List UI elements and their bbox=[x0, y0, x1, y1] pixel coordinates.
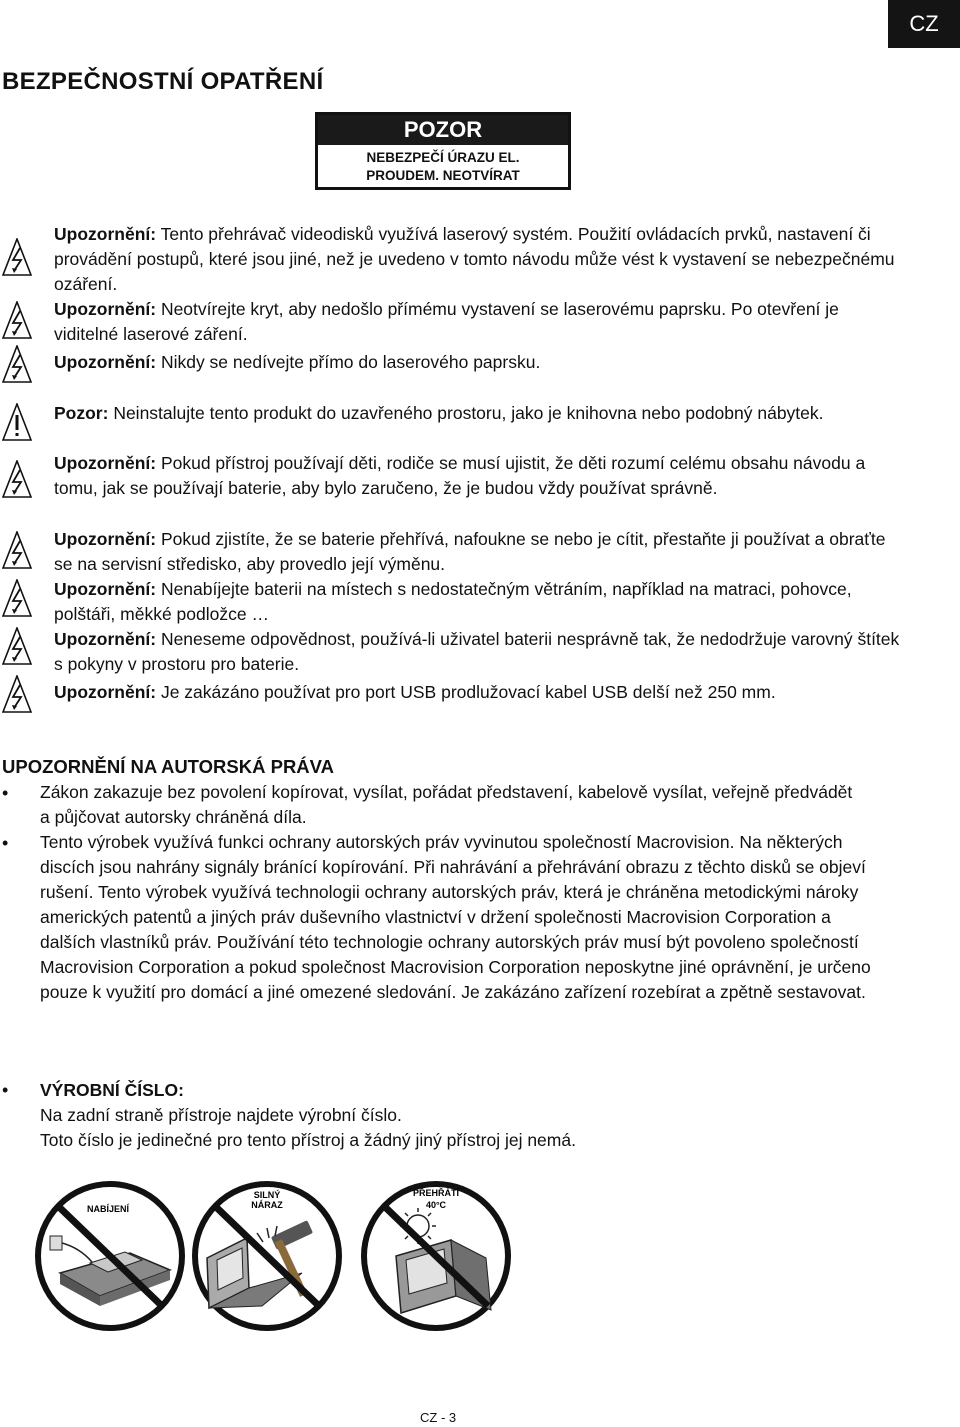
page-number: CZ - 3 bbox=[420, 1410, 457, 1425]
no-strong-impact-icon bbox=[187, 1178, 347, 1333]
no-overheating-icon bbox=[356, 1178, 516, 1333]
electric-hazard-icon bbox=[2, 301, 32, 339]
warning-item: Upozornění: Tento přehrávač videodisků využívá laserový systém. Použití ovládacích prvků, nastavení či provádění postupů, které jsou jiné, než je uvedeno v tomto návodu může vést k vystavení se nebezpečnému ozáření. bbox=[54, 224, 895, 294]
serial-line: Toto číslo je jedinečné pro tento přístroj a žádný jiný přístroj jej nemá. bbox=[40, 1130, 576, 1150]
warning-item: Upozornění: Pokud zjistíte, že se baterie přehřívá, nafoukne se nebo je cítit, přestaňte ji používat a obraťte se na servisní středisko, aby provedlo její výměnu. bbox=[54, 529, 886, 574]
pictogram-label: NABÍJENÍ bbox=[86, 1204, 130, 1214]
no-charging-on-bed-icon bbox=[30, 1178, 190, 1333]
electric-hazard-icon bbox=[2, 531, 32, 569]
serial-section bbox=[40, 1078, 920, 1153]
bullet: • bbox=[2, 783, 9, 803]
bullet: • bbox=[2, 833, 9, 853]
danger-label-header: POZOR bbox=[318, 115, 568, 145]
electric-hazard-icon bbox=[2, 627, 32, 665]
copyright-heading: UPOZORNĚNÍ NA AUTORSKÁ PRÁVA bbox=[2, 756, 334, 777]
warning-item: Upozornění: Neotvírejte kryt, aby nedošlo přímému vystavení se laserovému paprsku. Po otevření je viditelné laserové záření. bbox=[54, 299, 839, 344]
electric-hazard-icon bbox=[2, 238, 32, 276]
warning-item: Upozornění: Pokud přístroj používají děti, rodiče se musí ujistit, že děti rozumí celému obsahu návodu a tomu, jak se používají baterie, aby bylo zaručeno, že je budou vždy používat správně. bbox=[54, 453, 866, 498]
language-tab: CZ bbox=[888, 0, 960, 48]
warning-item: Upozornění: Je zakázáno používat pro port USB prodlužovací kabel USB delší než 250 mm. bbox=[54, 682, 776, 702]
copyright-item: Zákon zakazuje bez povolení kopírovat, vysílat, pořádat představení, kabelově vysílat, veřejně předvádět a půjčovat autorsky chráněná díla. bbox=[40, 782, 853, 827]
electric-hazard-icon bbox=[2, 460, 32, 498]
danger-label-line1: NEBEZPEČÍ ÚRAZU EL. bbox=[366, 150, 520, 165]
pictogram-label: SILNÝ bbox=[253, 1190, 281, 1200]
serial-heading: VÝROBNÍ ČÍSLO: bbox=[40, 1080, 184, 1100]
electric-hazard-icon bbox=[2, 345, 32, 383]
warning-item: Upozornění: Nenabíjejte baterii na místech s nedostatečným větráním, například na matraci, pohovce, polštáři, měkké podložce … bbox=[54, 579, 852, 624]
danger-label-line2: PROUDEM. NEOTVÍRAT bbox=[366, 168, 520, 183]
page-title: BEZPEČNOSTNÍ OPATŘENÍ bbox=[2, 68, 324, 95]
copyright-item: Tento výrobek využívá funkci ochrany autorských práv vyvinutou společností Macrovision. Na některých discích jsou nahrány signály bránící kopírování. Při nahrávání a přehrávání obrazu z těchto disků se objeví rušení. Tento výrobek využívá technologii ochrany autorských práv, která je chráněna metodickými nároky amerických patentů a jiných práv duševního vlastnictví v držení společnosti Macrovision Corporation a dalších vlastníků práv. Používání této technologie ochrany autorských práv musí být povoleno společností Macrovision Corporation a pokud společnost Macrovision Corporation neposkytne jiné oprávnění, je určeno pouze k využití pro domácí a jiné omezené sledování. Je zakázáno zařízení rozebírat a zpětně sestavovat. bbox=[40, 832, 871, 1002]
serial-line: Na zadní straně přístroje najdete výrobní číslo. bbox=[40, 1105, 402, 1125]
electric-hazard-icon bbox=[2, 675, 32, 713]
warning-item: Upozornění: Neneseme odpovědnost, používá-li uživatel baterii nesprávně tak, že nedodržuje varovný štítek s pokyny v prostoru pro baterie. bbox=[54, 629, 900, 674]
bullet: • bbox=[2, 1080, 9, 1100]
warning-item: Upozornění: Nikdy se nedívejte přímo do laserového paprsku. bbox=[54, 352, 541, 372]
warning-item: Pozor: Neinstalujte tento produkt do uzavřeného prostoru, jako je knihovna nebo podobný nábytek. bbox=[54, 403, 824, 423]
pictogram-label: PŘEHŘÁTÍ bbox=[412, 1188, 460, 1198]
danger-label bbox=[315, 112, 571, 190]
pictogram-label: 40°C bbox=[425, 1200, 447, 1210]
electric-hazard-icon bbox=[2, 579, 32, 617]
exclamation-warning-icon bbox=[2, 403, 32, 441]
pictogram-label: NÁRAZ bbox=[251, 1200, 283, 1210]
